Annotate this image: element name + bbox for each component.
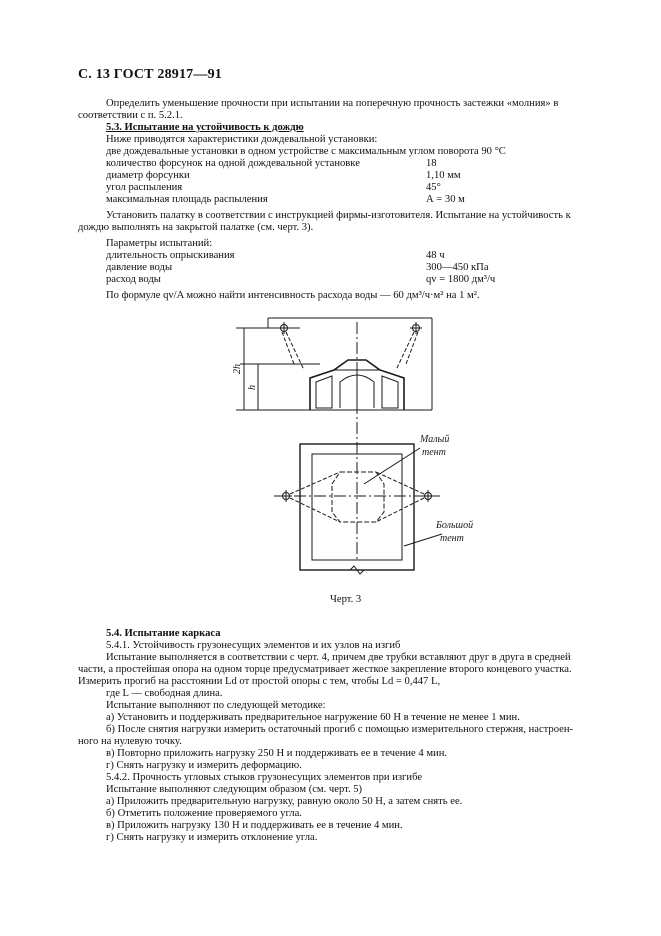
test-param-value: 48 ч: [426, 250, 445, 261]
step-g: г) Снять нагрузку и измерить деформацию.: [106, 760, 302, 771]
s53-line2: две дождевальные установки в одном устройстве с максимальным углом поворота 90 °С: [106, 146, 506, 157]
small-tent-leader: [364, 448, 420, 484]
param-label: диаметр форсунки: [106, 170, 190, 181]
label-big-tent-1: Большой: [436, 520, 474, 531]
intro-line-1: Определить уменьшение прочности при испытании на поперечную прочность застежки «молния» в: [106, 98, 559, 109]
p1c: Измерить прогиб на расстоянии Ld от простой опоры с тем, чтобы Ld = 0,447 L,: [78, 676, 441, 687]
test-param-value: qv = 1800 дм³/ч: [426, 274, 496, 285]
label-small-tent-1: Малый: [420, 434, 450, 445]
param-label: количество форсунок на одной дождевальной установке: [106, 158, 360, 169]
step-v: в) Повторно приложить нагрузку 250 Н и поддерживать ее в течение 4 мин.: [106, 748, 448, 759]
p1b: части, а простейшая опора на одном торце предусматривает жесткое закрепление второго концевого участка.: [78, 664, 572, 675]
label-small-tent-2: тент: [422, 447, 446, 458]
step-v2: в) Приложить нагрузку 130 Н и поддерживать ее в течение 4 мин.: [106, 820, 403, 831]
step-a2: а) Приложить предварительную нагрузку, равную около 50 Н, а затем снять ее.: [106, 796, 463, 807]
p542: 5.4.2. Прочность угловых стыков грузонесущих элементов при изгибе: [106, 772, 423, 783]
small-tent-outline: [332, 472, 384, 522]
param-value: 1,10 мм: [426, 170, 461, 181]
step-b3: б) Отметить положение проверяемого угла.: [106, 808, 302, 819]
step-a: а) Установить и поддерживать предварительное нагружение 60 Н в течение не менее 1 мин.: [106, 712, 520, 723]
step-b-2: ного на нулевую точку.: [78, 736, 182, 747]
p2: Испытание выполняют по следующей методике:: [106, 700, 326, 711]
test-param-label: давление воды: [106, 262, 173, 273]
figure-caption: Черт. 3: [330, 594, 362, 605]
param-label: максимальная площадь распыления: [106, 194, 268, 205]
intro-line-2: соответствии с п. 5.2.1.: [78, 110, 183, 121]
label-2h: 2h: [232, 364, 243, 374]
p1d: где L — свободная длина.: [106, 688, 223, 699]
param-label: угол распыления: [106, 182, 183, 193]
param-value: 45°: [426, 182, 441, 193]
test-param-label: расход воды: [106, 274, 161, 285]
p3: Испытание выполняют следующим образом (см. черт. 5): [106, 784, 363, 795]
section-5-3-title: 5.3. Испытание на устойчивость к дождю: [106, 122, 304, 133]
step-b-1: б) После снятия нагрузки измерить остаточный прогиб с помощью измерительного стержня, настроен-: [106, 724, 574, 735]
test-param-value: 300—450 кПа: [426, 262, 489, 273]
s53-intro: Ниже приводятся характеристики дождевальной установки:: [106, 134, 378, 145]
p1a: Испытание выполняется в соответствии с черт. 4, причем две трубки вставляют друг в друга в средней: [106, 652, 571, 663]
p541: 5.4.1. Устойчивость грузонесущих элементов и их узлов на изгиб: [106, 640, 401, 651]
big-tent-leader: [404, 534, 442, 546]
page-header: С. 13 ГОСТ 28917—91: [78, 67, 222, 82]
formula-line: По формуле qv/A можно найти интенсивность расхода воды — 60 дм³/ч·м² на 1 м².: [106, 290, 480, 301]
param-value: 18: [426, 158, 437, 169]
install-line-1: Установить палатку в соответствии с инструкцией фирмы-изготовителя. Испытание на устойчивость к: [106, 210, 571, 221]
install-line-2: дождю выполнять на закрытой палатке (см. черт. 3).: [78, 222, 314, 233]
label-h: h: [247, 385, 258, 390]
test-param-label: длительность опрыскивания: [106, 250, 235, 261]
section-5-4-title: 5.4. Испытание каркаса: [106, 628, 221, 639]
label-big-tent-2: тент: [440, 533, 464, 544]
figure-3-drawing: [200, 308, 480, 588]
step-g2: г) Снять нагрузку и измерить отклонение угла.: [106, 832, 318, 843]
param-value: А = 30 м: [426, 194, 465, 205]
test-params-title: Параметры испытаний:: [106, 238, 213, 249]
